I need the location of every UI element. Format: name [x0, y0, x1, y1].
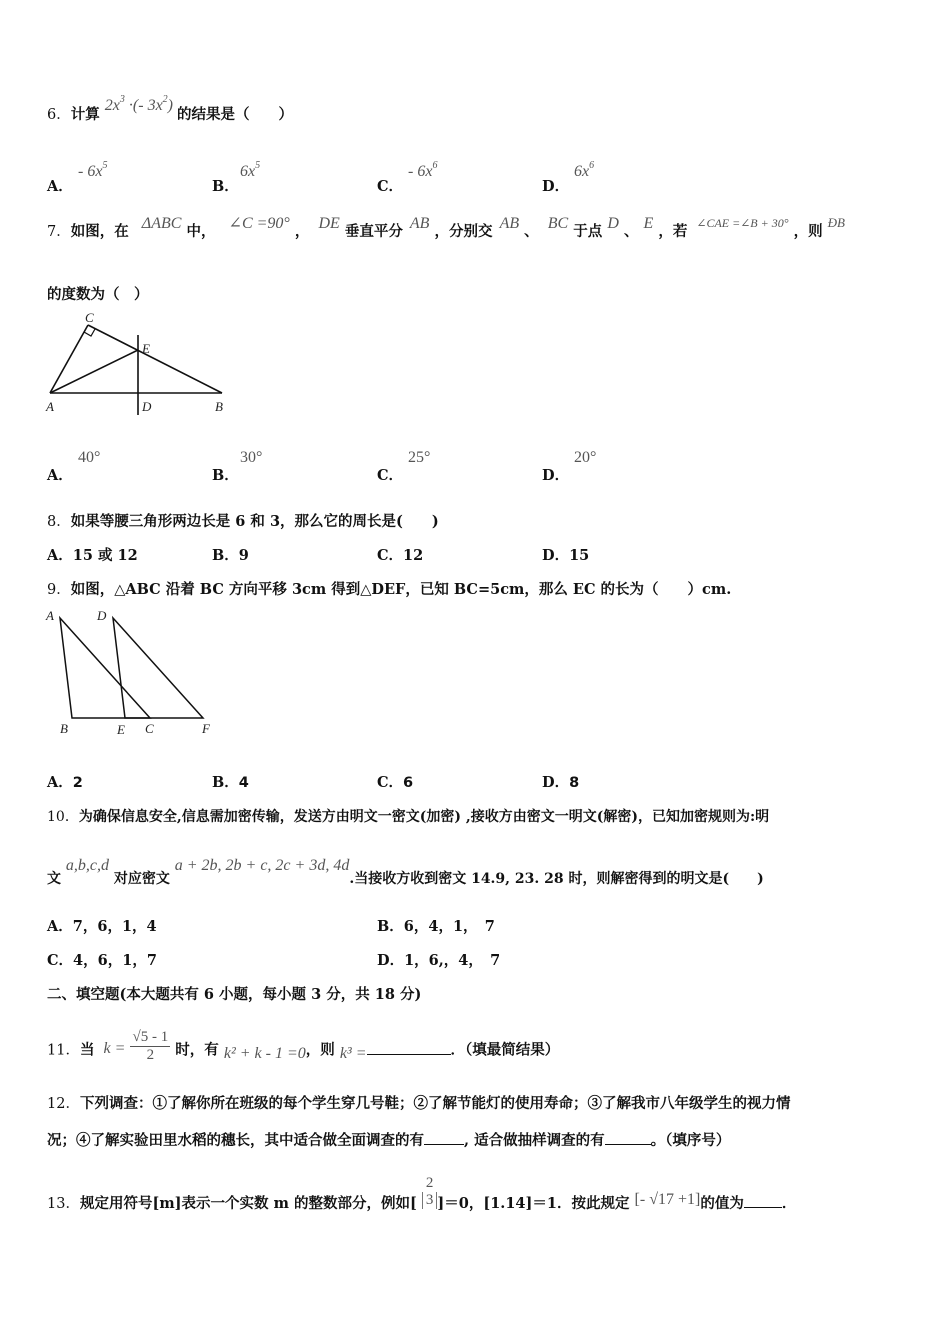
- q13-expression: [- √17 +1]: [634, 1191, 701, 1208]
- q13-fraction: 2 3: [422, 1175, 438, 1209]
- q8-option-d[interactable]: D．15: [542, 547, 590, 564]
- q9-triangle-abc: [60, 618, 150, 718]
- q9-option-a[interactable]: A．2: [47, 774, 83, 791]
- q7-option-d-value: 20°: [574, 449, 597, 466]
- q9-text: 如图，△ABC 沿着 BC 方向平移 3cm 得到△DEF，已知 BC=5cm，那么 EC 的长为（ ）cm.: [70, 581, 732, 598]
- q10-cipher-expr: a + 2b, 2b + c, 2c + 3d, 4d: [174, 857, 350, 874]
- question-11: 11．当 k = $\frac{√5 - 1}{2}$ 时，有 k² + k - 1 =0，则 k³ = ．（填最简结果）: [47, 1029, 560, 1063]
- q11-k: k =: [103, 1039, 126, 1057]
- question-10: [47, 806, 769, 826]
- q12-line-2: 况；④了解实验田里水稻的穗长，其中适合做全面调查的有 , 适合做抽样调查的有 。（填序号）: [47, 1132, 731, 1149]
- q7-segment-ae: [50, 350, 138, 393]
- q9-figure: [40, 600, 230, 745]
- q7-segment-cb: [88, 325, 222, 393]
- q10-option-a[interactable]: A．7，6，1，4: [47, 918, 157, 935]
- q11-number: 11．: [47, 1042, 80, 1059]
- section-2-heading: 二、填空题(本大题共有 6 小题，每小题 3 分，共 18 分): [47, 986, 422, 1003]
- q7-figure: [40, 305, 240, 420]
- q7-math-ab-2: AB: [499, 215, 520, 232]
- q7-label-a: A: [46, 399, 54, 414]
- q9-label-a: A: [46, 608, 54, 623]
- q9-label-e: E: [117, 722, 125, 737]
- q7-option-b-label[interactable]: B．: [212, 467, 239, 484]
- q6-option-c-value: - $6x^6$: [408, 160, 438, 180]
- q7-segment-ac: [50, 325, 88, 393]
- q7-label-c: C: [85, 310, 94, 325]
- question-9: [47, 578, 731, 599]
- q7-text: 、: [623, 223, 639, 240]
- q7-option-d-label[interactable]: D．: [542, 467, 570, 484]
- q7-text: 、: [524, 223, 539, 240]
- q12-number: 12．: [47, 1096, 80, 1112]
- q7-option-c-label[interactable]: C．: [377, 467, 404, 484]
- q6-text-1: 计算: [70, 106, 100, 123]
- q7-text: ，若: [658, 223, 688, 240]
- q7-math-de: DE: [318, 215, 340, 232]
- q7-text: ，: [294, 223, 310, 240]
- q7-option-b-value: 30°: [240, 449, 263, 466]
- q8-option-a[interactable]: A．15 或 12: [47, 547, 138, 564]
- q9-label-d: D: [97, 608, 107, 623]
- q9-option-c[interactable]: C．6: [377, 774, 414, 791]
- q10-option-d[interactable]: D．1，6,，4， 7: [377, 952, 501, 969]
- q7-option-a-label[interactable]: A．: [47, 467, 73, 484]
- q10-plaintext-vars: a,b,c,d: [65, 857, 109, 874]
- q7-math-ab: AB: [409, 215, 430, 232]
- q9-number: 9．: [47, 582, 71, 598]
- q10-line-2: 文 a,b,c,d 对应密文 a + 2b, 2b + c, 2c + 3d, 4d.当接收方收到密文 14.9, 23. 28 时，则解密得到的明文是( ): [47, 857, 764, 887]
- q7-text: ，分别交: [434, 223, 493, 240]
- question-12: [47, 1092, 790, 1113]
- q7-math-d: D: [607, 215, 619, 232]
- q6-number: 6．: [47, 107, 71, 123]
- q10-option-b[interactable]: B．6，4，1， 7: [377, 918, 495, 935]
- q12-line-1: 下列调查：①了解你所在班级的每个学生穿几号鞋；②了解节能灯的使用寿命；③了解我市八年级学生的视力情: [79, 1095, 791, 1112]
- q9-triangle-def: [113, 618, 203, 718]
- q7-text: 于点: [573, 223, 603, 240]
- question-6: [47, 94, 293, 124]
- q7-number: 7．: [47, 224, 71, 240]
- q7-label-e: E: [142, 341, 150, 356]
- q11-answer-blank[interactable]: [367, 1054, 451, 1055]
- q7-math-bc: BC: [547, 215, 569, 232]
- q6-option-d-value: $6x^6$: [574, 160, 595, 180]
- q9-option-d[interactable]: D．8: [542, 774, 580, 791]
- q7-text: ，则: [793, 223, 823, 240]
- q8-number: 8．: [47, 514, 71, 530]
- q7-math-triangle: ΔABC: [141, 215, 182, 232]
- q10-option-c[interactable]: C．4，6，1，7: [47, 952, 157, 969]
- q9-label-c: C: [145, 721, 154, 736]
- q6-option-b-label[interactable]: B．: [212, 178, 239, 195]
- q7-line-2: 的度数为（ ）: [47, 286, 149, 303]
- q6-option-a-label[interactable]: A．: [47, 178, 73, 195]
- q8-text: 如果等腰三角形两边长是 6 和 3，那么它的周长是( ): [70, 513, 439, 530]
- q6-option-c-label[interactable]: C．: [377, 178, 404, 195]
- q7-text: 中，: [186, 223, 216, 240]
- q7-label-b: B: [215, 399, 223, 414]
- q6-text-2: 的结果是（ ）: [177, 106, 293, 123]
- q7-math-e: E: [643, 215, 654, 232]
- q6-expression: $2x^3$ ·(- $3x^2$): [104, 94, 173, 114]
- q9-option-b[interactable]: B．4: [212, 774, 249, 791]
- question-7: [47, 215, 845, 241]
- q7-label-d: D: [142, 399, 152, 414]
- q9-label-f: F: [202, 721, 210, 736]
- q7-text: 如图，在: [70, 223, 129, 240]
- q6-option-b-value: $6x^5$: [240, 160, 261, 180]
- q11-equation: k² + k - 1 =0: [223, 1044, 306, 1062]
- q11-fraction: $\frac{√5 - 1}{2}$: [132, 1029, 169, 1063]
- question-13: 13．规定用符号[m]表示一个实数 m 的整数部分，例如[ 2 3 ]＝0，[1.14]＝1．按此规定 [- √17 +1]的值为 ．: [47, 1175, 797, 1212]
- q12-blank-census[interactable]: [424, 1144, 464, 1145]
- q8-option-b[interactable]: B．9: [212, 547, 249, 564]
- q7-math-angle-b: ÐB: [827, 215, 845, 230]
- q10-line-1: 为确保信息安全,信息需加密传输，发送方由明文一密文(加密) ,接收方由密文一明文(解密)，已知加密规则为:明: [78, 809, 770, 825]
- q13-number: 13．: [47, 1196, 80, 1212]
- q6-option-d-label[interactable]: D．: [542, 178, 570, 195]
- q7-option-c-value: 25°: [408, 449, 431, 466]
- q8-option-c[interactable]: C．12: [377, 547, 424, 564]
- q12-blank-sample[interactable]: [605, 1144, 651, 1145]
- q10-number: 10．: [47, 809, 79, 825]
- question-8: [47, 510, 439, 531]
- q7-text: 垂直平分: [344, 223, 403, 240]
- q7-option-a-value: 40°: [78, 449, 101, 466]
- q6-option-a-value: - $6x^5$: [78, 160, 108, 180]
- q9-label-b: B: [60, 721, 68, 736]
- q7-math-condition: ∠CAE =∠B + 30°: [696, 216, 789, 230]
- q7-math-angle-c: ∠C =90°: [228, 215, 290, 232]
- q13-answer-blank[interactable]: [744, 1207, 782, 1208]
- q11-k-cubed: k³ =: [339, 1044, 367, 1062]
